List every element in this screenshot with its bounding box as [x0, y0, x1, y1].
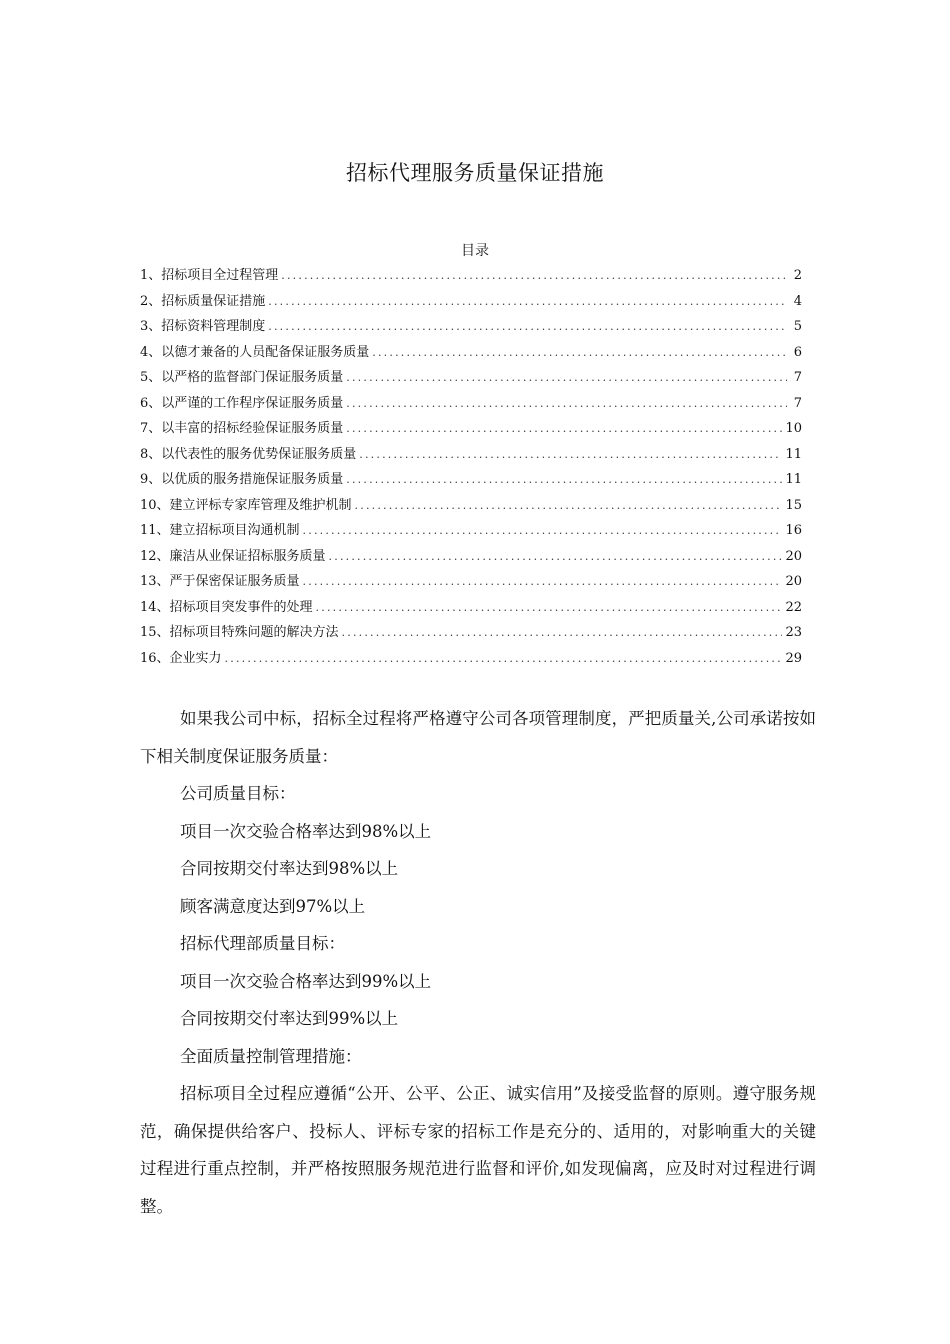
toc-entry-label: 1、招标项目全过程管理: [140, 268, 279, 283]
toc-entry-label: 7、以丰富的招标经验保证服务质量: [140, 421, 344, 436]
toc-entry[interactable]: [140, 392, 802, 418]
toc-entry-label: 13、严于保密保证服务质量: [140, 574, 300, 589]
toc-entry-label: 14、招标项目突发事件的处理: [140, 599, 313, 615]
toc-page-number: 6: [793, 344, 802, 360]
toc-page-number: 4: [793, 293, 802, 309]
toc-leader-dots: [225, 652, 783, 665]
toc-entry-label: 10、建立评标专家库管理及维护机制: [140, 497, 352, 513]
measures-heading: 全面质量控制管理措施：: [180, 1046, 362, 1066]
toc-entry[interactable]: [140, 443, 802, 469]
toc-entry-label: 9、以优质的服务措施保证服务质量: [140, 472, 344, 487]
toc-leader-dots: [359, 448, 782, 461]
toc-page-number: 20: [785, 574, 802, 589]
company-goals-heading: 公司质量目标：: [180, 784, 296, 803]
company-goal-item: 顾客满意度达到97%以上: [180, 896, 366, 916]
toc-page-number: 29: [785, 650, 802, 666]
toc-entry-label: 5、以严格的监督部门保证服务质量: [140, 370, 344, 385]
toc-entry-label: 3、招标资料管理制度: [140, 319, 266, 334]
toc-leader-dots: [329, 550, 783, 563]
toc-leader-dots: [346, 371, 787, 384]
toc-entry-label: 16、企业实力: [140, 650, 222, 666]
toc-entry[interactable]: [140, 264, 802, 290]
toc-leader-dots: [346, 397, 787, 410]
toc-page-number: 7: [793, 395, 802, 411]
toc-entry[interactable]: [140, 519, 802, 545]
toc-heading: 目录: [461, 243, 489, 259]
toc-leader-dots: [346, 422, 782, 435]
toc-leader-dots: [281, 269, 787, 282]
toc-page-number: 11: [785, 472, 802, 487]
toc-leader-dots: [342, 626, 783, 639]
toc-page-number: 5: [793, 319, 802, 334]
toc-leader-dots: [316, 601, 783, 614]
dept-goal-item: 合同按期交付率达到99%以上: [180, 1009, 399, 1028]
toc-leader-dots: [346, 473, 782, 486]
toc-entry-label: 8、以代表性的服务优势保证服务质量: [140, 446, 357, 462]
page-title: 招标代理服务质量保证措施: [346, 161, 604, 185]
toc-page-number: 20: [785, 548, 802, 564]
measures-paragraph: 招标项目全过程应遵循“公开、公平、公正、诚实信用”及接受监督的原则。遵守服务规范，确保提供给客户、投标人、评标专家的招标工作是充分的、适用的，对影响重大的关键过程进行重点控制，并严格按照服务规范进行监督和评价,如发现偏离，应及时对过程进行调整。: [140, 1084, 816, 1216]
toc-entry[interactable]: [140, 570, 802, 596]
toc-entry-label: 4、以德才兼备的人员配备保证服务质量: [140, 344, 370, 360]
body-text: [140, 700, 816, 1225]
toc-page-number: 23: [785, 625, 802, 640]
toc-entry-label: 6、以严谨的工作程序保证服务质量: [140, 395, 344, 411]
toc-page-number: 22: [785, 599, 802, 615]
toc-entry-label: 11、建立招标项目沟通机制: [140, 523, 300, 538]
toc-entry[interactable]: [140, 494, 802, 520]
toc-entry[interactable]: [140, 366, 802, 392]
table-of-contents: [140, 264, 802, 672]
toc-leader-dots: [268, 295, 787, 308]
toc-leader-dots: [303, 524, 783, 537]
toc-entry[interactable]: [140, 545, 802, 571]
toc-leader-dots: [268, 320, 787, 333]
toc-leader-dots: [303, 575, 783, 588]
toc-entry-label: 2、招标质量保证措施: [140, 293, 266, 309]
toc-entry[interactable]: [140, 596, 802, 622]
toc-entry[interactable]: [140, 290, 802, 316]
toc-leader-dots: [372, 346, 787, 359]
toc-entry-label: 12、廉洁从业保证招标服务质量: [140, 548, 326, 564]
toc-page-number: 11: [785, 446, 802, 462]
toc-page-number: 7: [793, 370, 802, 385]
dept-goal-item: 项目一次交验合格率达到99%以上: [180, 971, 432, 991]
toc-page-number: 10: [785, 421, 802, 436]
toc-leader-dots: [355, 499, 783, 512]
toc-page-number: 16: [785, 523, 802, 538]
toc-entry-label: 15、招标项目特殊问题的解决方法: [140, 625, 339, 640]
company-goal-item: 项目一次交验合格率达到98%以上: [180, 821, 432, 841]
company-goal-item: 合同按期交付率达到98%以上: [180, 859, 399, 878]
dept-goals-heading: 招标代理部质量目标：: [180, 934, 345, 953]
toc-page-number: 15: [785, 497, 802, 513]
toc-entry[interactable]: [140, 647, 802, 673]
intro-paragraph: 如果我公司中标，招标全过程将严格遵守公司各项管理制度，严把质量关,公司承诺按如下相关制度保证服务质量：: [140, 709, 816, 766]
toc-entry[interactable]: [140, 315, 802, 341]
toc-entry[interactable]: [140, 341, 802, 367]
toc-entry[interactable]: [140, 468, 802, 494]
toc-page-number: 2: [793, 268, 802, 283]
toc-entry[interactable]: [140, 621, 802, 647]
toc-entry[interactable]: [140, 417, 802, 443]
